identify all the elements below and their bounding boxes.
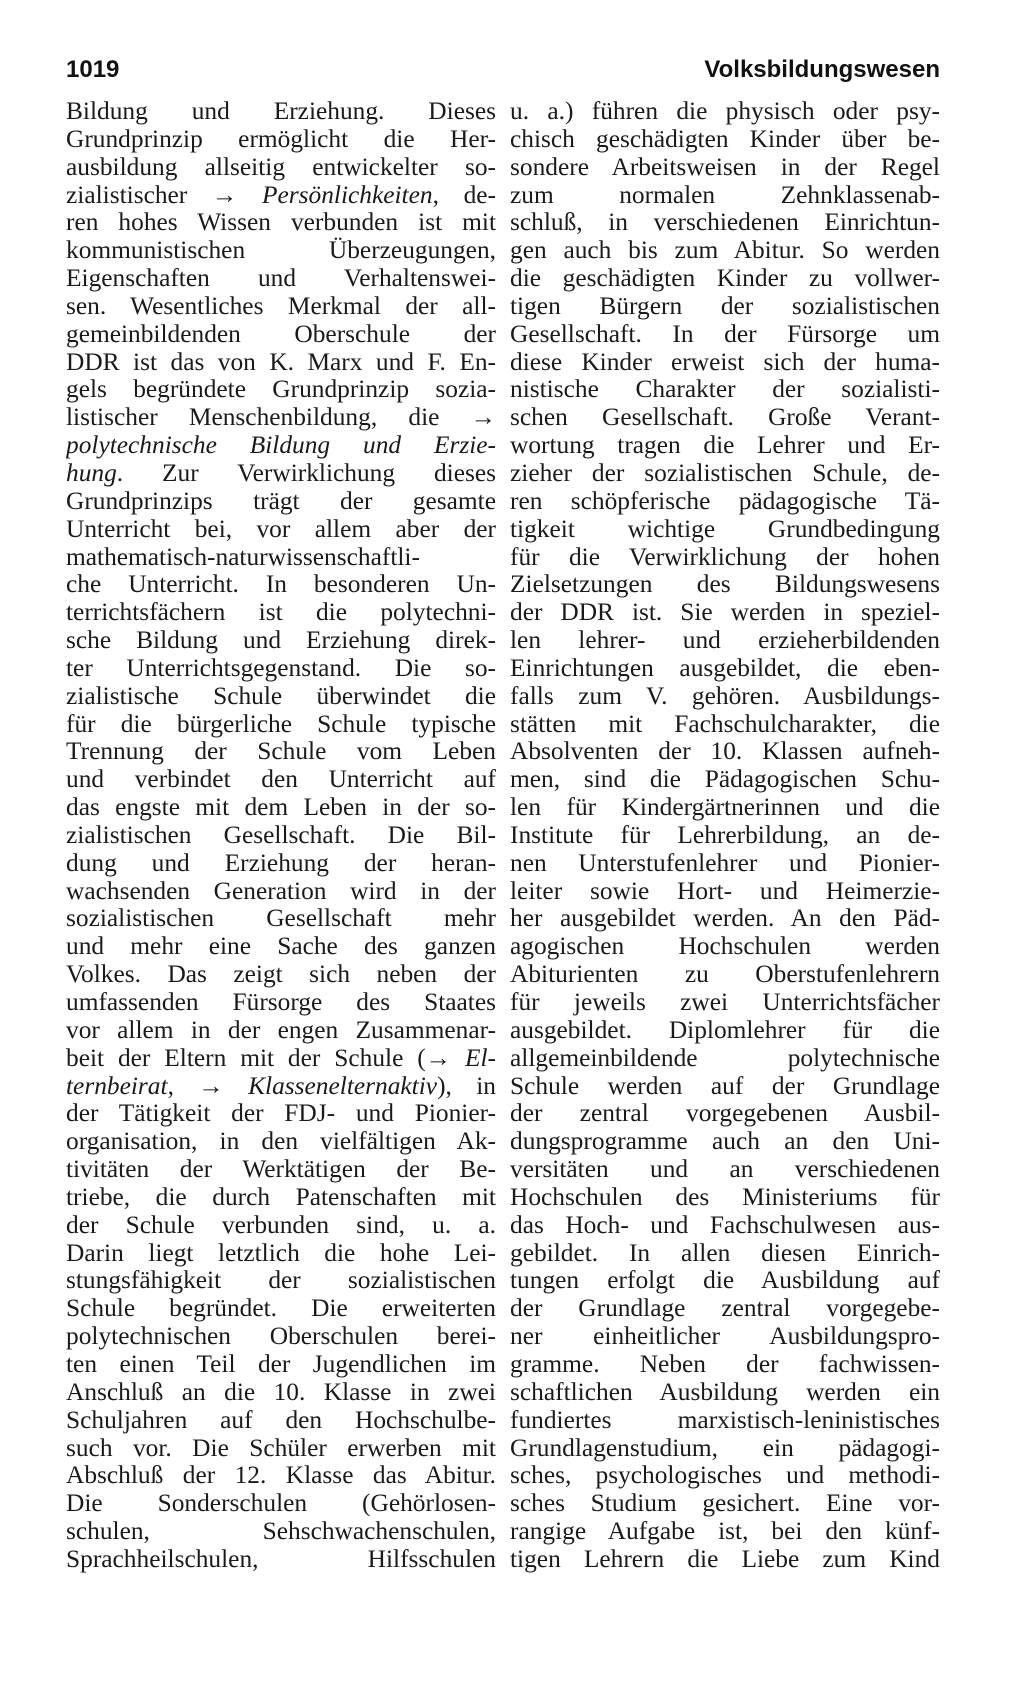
text-run: Unterricht bei, vor allem aber der (66, 515, 496, 543)
text-run: Zielsetzungen des Bildungswesens (510, 571, 940, 599)
text-run: chisch geschädigten Kinder über be- (510, 125, 940, 153)
text-line (510, 1518, 940, 1546)
text-line (66, 1546, 496, 1574)
text-run: ausbildung allseitig entwickelter so- (66, 153, 496, 181)
text-run: und mehr eine Sache des ganzen (66, 933, 496, 961)
text-line (510, 961, 940, 989)
text-line (510, 1045, 940, 1073)
text-run: wachsenden Generation wird in der (66, 877, 496, 905)
text-run: stätten mit Fachschulcharakter, die (510, 710, 940, 738)
text-line (510, 98, 940, 126)
text-run: falls zum V. gehören. Ausbildungs- (510, 682, 940, 710)
text-line (66, 627, 496, 655)
text-run: zialistischen Gesellschaft. Die Bil- (66, 821, 496, 849)
text-run: tigkeit wichtige Grundbedingung (510, 515, 940, 543)
text-run: ner einheitlicher Ausbildungspro- (510, 1323, 940, 1351)
text-run: zialistischer → (66, 181, 262, 209)
text-line (510, 1267, 940, 1295)
text-line (66, 182, 496, 210)
text-line (66, 1351, 496, 1379)
text-line (66, 1100, 496, 1128)
text-run: tivitäten der Werktätigen der Be- (66, 1156, 496, 1184)
text-run: listischer Menschenbildung, die → (66, 404, 496, 432)
text-line (510, 432, 940, 460)
text-line (66, 989, 496, 1017)
text-line (510, 265, 940, 293)
text-line (510, 182, 940, 210)
text-run: stungsfähigkeit der sozialistischen (66, 1267, 496, 1295)
text-run: und verbindet den Unterricht auf (66, 766, 496, 794)
text-run: beit der Eltern mit der Schule (→ (66, 1044, 465, 1072)
italic-term: hung (66, 459, 117, 487)
text-line (510, 905, 940, 933)
text-run: Abiturienten zu Oberstufenlehrern (510, 961, 940, 989)
left-column (66, 98, 496, 1574)
text-line (510, 1490, 940, 1518)
text-line (66, 878, 496, 906)
text-run: tigen Lehrern die Liebe zum Kind (510, 1545, 940, 1573)
text-run: ter Unterrichtsgegenstand. Die so- (66, 654, 496, 682)
text-run: leiter sowie Hort- und Heimerzie- (510, 877, 940, 905)
text-run: Grundprinzips trägt der gesamte (66, 487, 496, 515)
text-line (510, 766, 940, 794)
text-line (510, 237, 940, 265)
text-run: . Zur Verwirklichung dieses (116, 459, 496, 487)
text-run: Grundlagenstudium, ein pädagogi- (510, 1434, 940, 1462)
text-line (510, 1407, 940, 1435)
text-run: das engste mit dem Leben in der so- (66, 794, 496, 822)
text-run: Absolventen der 10. Klassen aufneh- (510, 738, 940, 766)
text-run: gebildet. In allen diesen Einrich- (510, 1239, 940, 1267)
text-line (510, 822, 940, 850)
text-line (510, 488, 940, 516)
text-line (66, 655, 496, 683)
text-line (510, 599, 940, 627)
text-run: tigen Bürgern der sozialistischen (510, 292, 940, 320)
text-line (66, 516, 496, 544)
text-line (510, 349, 940, 377)
text-line (66, 1295, 496, 1323)
text-line (510, 376, 940, 404)
text-line (66, 683, 496, 711)
text-line (510, 1184, 940, 1212)
text-run: such vor. Die Schüler erwerben mit (66, 1434, 496, 1462)
text-run: men, sind die Pädagogischen Schu- (510, 766, 940, 794)
text-run: polytechnischen Oberschulen berei- (66, 1323, 496, 1351)
text-line (66, 571, 496, 599)
text-line (66, 738, 496, 766)
text-run: u. a.) führen die physisch oder psy- (510, 98, 940, 125)
text-run: kommunistischen Überzeugungen, (66, 237, 496, 265)
text-run: , → (167, 1072, 249, 1100)
text-line (510, 209, 940, 237)
text-run: nen Unterstufenlehrer und Pionier- (510, 849, 940, 877)
text-run: Schule begründet. Die erweiterten (66, 1295, 496, 1323)
text-line (510, 683, 940, 711)
text-run: DDR ist das von K. Marx und F. En- (66, 348, 496, 376)
text-run: Grundprinzip ermöglicht die Her- (66, 125, 496, 153)
text-line (510, 1073, 940, 1101)
text-run: vor allem in der engen Zusammenar- (66, 1016, 496, 1044)
text-run: die geschädigten Kinder zu vollwer- (510, 265, 940, 293)
text-line (66, 209, 496, 237)
text-line (66, 237, 496, 265)
text-line (66, 154, 496, 182)
text-line (66, 711, 496, 739)
text-run: gels begründete Grundprinzip sozia- (66, 376, 496, 404)
text-run: rangige Aufgabe ist, bei den künf- (510, 1518, 940, 1546)
text-line (66, 1435, 496, 1463)
italic-term: polytechnische Bildung und Erzie- (66, 432, 496, 460)
text-line (66, 1156, 496, 1184)
text-run: nistische Charakter der sozialisti- (510, 376, 940, 404)
text-line (66, 544, 496, 572)
text-line (510, 794, 940, 822)
text-line (66, 98, 496, 126)
text-line (66, 850, 496, 878)
text-run: Institute für Lehrerbildung, an de- (510, 821, 940, 849)
text-run: versitäten und an verschiedenen (510, 1156, 940, 1184)
right-column (510, 98, 940, 1574)
italic-term: Klassenelternaktiv (248, 1072, 438, 1100)
text-run: ausgebildet. Diplomlehrer für die (510, 1016, 940, 1044)
text-run: agogischen Hochschulen werden (510, 933, 940, 961)
text-run: schen Gesellschaft. Große Verant- (510, 404, 940, 432)
text-line (66, 404, 496, 432)
text-line (510, 1435, 940, 1463)
text-run: tungen erfolgt die Ausbildung auf (510, 1267, 940, 1295)
text-run: der Schule verbunden sind, u. a. (66, 1211, 496, 1239)
text-line (510, 1462, 940, 1490)
text-line (510, 1156, 940, 1184)
text-line (66, 349, 496, 377)
text-run: her ausgebildet werden. An den Päd- (510, 905, 940, 933)
text-run: ren schöpferische pädagogische Tä- (510, 487, 940, 515)
text-line (66, 794, 496, 822)
text-line (66, 1017, 496, 1045)
text-run: gen auch bis zum Abitur. So werden (510, 237, 940, 265)
text-line (66, 961, 496, 989)
text-run: ), in (437, 1072, 496, 1100)
text-run: Abschluß der 12. Klasse das Abitur. (66, 1462, 496, 1490)
text-run: dungsprogramme auch an den Uni- (510, 1128, 940, 1156)
text-run: wortung tragen die Lehrer und Er- (510, 432, 940, 460)
italic-term: Persönlichkeiten (261, 181, 433, 209)
text-line (66, 432, 496, 460)
text-line (510, 738, 940, 766)
italic-term: ternbeirat (66, 1072, 168, 1100)
text-line (66, 1323, 496, 1351)
text-line (66, 1518, 496, 1546)
text-line (66, 1379, 496, 1407)
text-run: sche Bildung und Erziehung direk- (66, 627, 496, 655)
text-line (66, 293, 496, 321)
text-run: terrichtsfächern ist die polytechni- (66, 599, 496, 627)
text-run: mathematisch-naturwissenschaftli- (66, 543, 420, 571)
text-run: fundiertes marxistisch-leninistisches (510, 1406, 940, 1434)
text-run: len lehrer- und erzieherbildenden (510, 627, 940, 655)
text-line (66, 1184, 496, 1212)
text-line (510, 878, 940, 906)
text-run: für jeweils zwei Unterrichtsfächer (510, 989, 940, 1016)
text-run: diese Kinder erweist sich der huma- (510, 348, 940, 376)
text-run: Schule werden auf der Grundlage (510, 1072, 940, 1100)
text-run: sches, psychologisches und methodi- (510, 1462, 940, 1490)
text-run: für die bürgerliche Schule typische (66, 710, 496, 738)
text-run: Gesellschaft. In der Fürsorge um (510, 320, 940, 348)
text-run: len für Kindergärtnerinnen und die (510, 794, 940, 822)
text-line (510, 154, 940, 182)
text-line (510, 1128, 940, 1156)
text-line (66, 488, 496, 516)
text-line (510, 1295, 940, 1323)
text-run: der zentral vorgegebenen Ausbil- (510, 1100, 940, 1128)
text-run: Darin liegt letztlich die hohe Lei- (66, 1239, 496, 1267)
text-run: Anschluß an die 10. Klasse in zwei (66, 1378, 496, 1406)
text-run: , de- (432, 181, 496, 209)
text-line (66, 1073, 496, 1101)
page-header (66, 48, 940, 84)
text-run: Die Sonderschulen (Gehörlosen- (66, 1490, 496, 1518)
text-run: schulen, Sehschwachenschulen, (66, 1518, 496, 1546)
italic-term: El- (464, 1044, 496, 1072)
text-line (510, 655, 940, 683)
text-line (66, 822, 496, 850)
text-line (510, 711, 940, 739)
text-run: ten einen Teil der Jugendlichen im (66, 1350, 496, 1378)
text-run: triebe, die durch Patenschaften mit (66, 1183, 496, 1211)
text-run: Trennung der Schule vom Leben (66, 738, 496, 766)
text-line (510, 933, 940, 961)
text-line (510, 460, 940, 488)
text-line (510, 1100, 940, 1128)
page-number: 1019 (66, 56, 120, 83)
text-line (66, 126, 496, 154)
text-line (66, 1267, 496, 1295)
text-line (510, 404, 940, 432)
text-run: der DDR ist. Sie werden in speziel- (510, 599, 940, 627)
text-run: sondere Arbeitsweisen in der Regel (510, 153, 940, 181)
text-line (510, 1546, 940, 1574)
text-line (510, 321, 940, 349)
text-line (510, 850, 940, 878)
text-line (66, 905, 496, 933)
text-line (510, 516, 940, 544)
text-line (510, 293, 940, 321)
text-run: Volkes. Das zeigt sich neben der (66, 961, 496, 989)
text-run: allgemeinbildende polytechnische (510, 1044, 940, 1072)
text-line (66, 460, 496, 488)
text-run: gemeinbildenden Oberschule der (66, 320, 496, 348)
text-line (66, 376, 496, 404)
text-line (510, 1212, 940, 1240)
text-line (66, 1490, 496, 1518)
text-run: zieher der sozialistischen Schule, de- (510, 459, 940, 487)
text-run: che Unterricht. In besonderen Un- (66, 571, 496, 599)
text-run: der Tätigkeit der FDJ- und Pionier- (66, 1100, 496, 1128)
text-run: zialistische Schule überwindet die (66, 682, 496, 710)
text-run: umfassenden Fürsorge des Staates (66, 989, 496, 1016)
text-run: Schuljahren auf den Hochschulbe- (66, 1406, 496, 1434)
text-run: Eigenschaften und Verhaltenswei- (66, 265, 496, 293)
text-line (510, 1017, 940, 1045)
text-run: der Grundlage zentral vorgegebe- (510, 1295, 940, 1323)
text-line (510, 544, 940, 572)
text-line (66, 321, 496, 349)
text-line (510, 1323, 940, 1351)
text-run: Bildung und Erziehung. Dieses (66, 98, 496, 125)
text-run: das Hoch- und Fachschulwesen aus- (510, 1211, 940, 1239)
text-run: für die Verwirklichung der hohen (510, 543, 940, 571)
text-run: Einrichtungen ausgebildet, die eben- (510, 654, 940, 682)
text-run: zum normalen Zehnklassenab- (510, 181, 940, 209)
text-run: sches Studium gesichert. Eine vor- (510, 1490, 940, 1518)
text-run: schluß, in verschiedenen Einrichtun- (510, 209, 940, 237)
text-line (66, 1128, 496, 1156)
text-columns (66, 98, 940, 1574)
text-line (510, 1240, 940, 1268)
text-run: schaftlichen Ausbildung werden ein (510, 1378, 940, 1406)
text-run: sen. Wesentliches Merkmal der all- (66, 292, 496, 320)
text-line (510, 1351, 940, 1379)
text-line (66, 599, 496, 627)
text-line (66, 265, 496, 293)
running-head: Volksbildungswesen (704, 56, 940, 83)
text-run: organisation, in den vielfältigen Ak- (66, 1128, 496, 1156)
text-run: ren hohes Wissen verbunden ist mit (66, 209, 496, 237)
text-line (66, 1407, 496, 1435)
text-run: Hochschulen des Ministeriums für (510, 1183, 940, 1211)
text-line (66, 1212, 496, 1240)
text-run: sozialistischen Gesellschaft mehr (66, 905, 496, 933)
text-line (66, 933, 496, 961)
text-line (510, 627, 940, 655)
text-line (66, 766, 496, 794)
text-run: dung und Erziehung der heran- (66, 849, 496, 877)
text-line (510, 126, 940, 154)
text-line (510, 571, 940, 599)
text-line (66, 1462, 496, 1490)
text-line (66, 1045, 496, 1073)
text-run: gramme. Neben der fachwissen- (510, 1350, 940, 1378)
text-line (510, 1379, 940, 1407)
text-run: Sprachheilschulen, Hilfsschulen (66, 1545, 496, 1573)
text-line (510, 989, 940, 1017)
text-line (66, 1240, 496, 1268)
